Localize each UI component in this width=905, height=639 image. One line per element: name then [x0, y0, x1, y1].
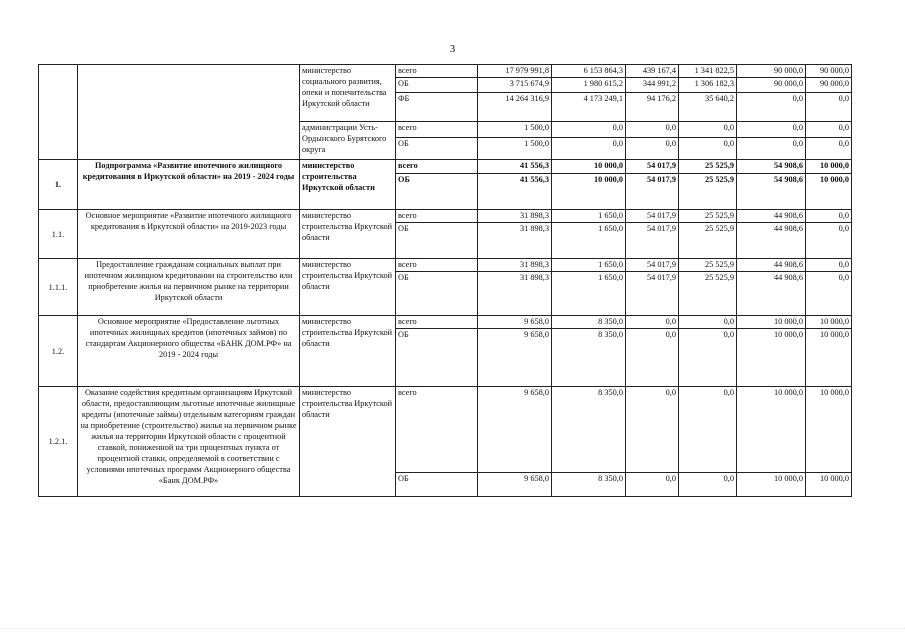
value-cell: 0,0: [737, 93, 806, 122]
value-cell: 0,0: [806, 223, 852, 259]
budget-table: [38, 64, 852, 497]
value-cell: 0,0: [679, 473, 737, 497]
table-row: [39, 387, 852, 473]
source-cell: всего: [396, 259, 478, 272]
value-cell: 31 898,3: [478, 259, 552, 272]
value-cell: 10 000,0: [737, 473, 806, 497]
value-cell: 0,0: [737, 138, 806, 160]
responsible-cell: министерство строительства Иркутской области: [300, 387, 396, 497]
table-row: [39, 259, 852, 272]
value-cell: 9 658,0: [478, 387, 552, 473]
value-cell: 10 000,0: [737, 329, 806, 387]
value-cell: 6 153 864,3: [552, 65, 626, 78]
value-cell: 54 017,9: [626, 210, 679, 223]
value-cell: 0,0: [806, 138, 852, 160]
value-cell: 1 980 615,2: [552, 78, 626, 93]
page-number: 3: [449, 43, 456, 55]
source-cell: всего: [396, 122, 478, 138]
responsible-cell: министерство строительства Иркутской области: [300, 316, 396, 387]
value-cell: 3 715 674,9: [478, 78, 552, 93]
source-cell: всего: [396, 65, 478, 78]
value-cell: 1 650,0: [552, 223, 626, 259]
value-cell: 9 658,0: [478, 316, 552, 329]
index-cell: 1.1.: [39, 210, 78, 259]
name-cell: [78, 65, 300, 160]
value-cell: 0,0: [679, 138, 737, 160]
responsible-cell: министерство строительства Иркутской области: [300, 210, 396, 259]
source-cell: ОБ: [396, 272, 478, 316]
value-cell: 0,0: [679, 316, 737, 329]
value-cell: 9 658,0: [478, 329, 552, 387]
value-cell: 31 898,3: [478, 272, 552, 316]
value-cell: 8 350,0: [552, 329, 626, 387]
value-cell: 94 176,2: [626, 93, 679, 122]
value-cell: 25 525,9: [679, 210, 737, 223]
value-cell: 0,0: [679, 122, 737, 138]
value-cell: 10 000,0: [806, 329, 852, 387]
value-cell: 25 525,9: [679, 174, 737, 210]
responsible-cell: министерство строительства Иркутской области: [300, 160, 396, 210]
responsible-cell: министерство социального развития, опеки и попечительства Иркутской области: [300, 65, 396, 122]
value-cell: 10 000,0: [806, 316, 852, 329]
value-cell: 25 525,9: [679, 223, 737, 259]
value-cell: 35 640,2: [679, 93, 737, 122]
value-cell: 90 000,0: [806, 65, 852, 78]
source-cell: ФБ: [396, 93, 478, 122]
value-cell: 41 556,3: [478, 174, 552, 210]
value-cell: 0,0: [737, 122, 806, 138]
value-cell: 54 908,6: [737, 174, 806, 210]
value-cell: 25 525,9: [679, 259, 737, 272]
value-cell: 31 898,3: [478, 223, 552, 259]
value-cell: 25 525,9: [679, 272, 737, 316]
value-cell: 54 017,9: [626, 223, 679, 259]
name-cell: Основное мероприятие «Предоставление льготных ипотечных жилищных кредитов (ипотечных займов) по стандартам Акционерного общества «БАНК ДОМ.РФ» на 2019 - 2024 годы: [78, 316, 300, 387]
value-cell: 90 000,0: [806, 78, 852, 93]
value-cell: 54 908,6: [737, 160, 806, 174]
responsible-cell: министерство строительства Иркутской области: [300, 259, 396, 316]
value-cell: 8 350,0: [552, 473, 626, 497]
value-cell: 8 350,0: [552, 316, 626, 329]
name-cell: Предоставление гражданам социальных выплат при ипотечном жилищном кредитовании на строительство или приобретение жилья на первичном рынке на территории Иркутской области: [78, 259, 300, 316]
value-cell: 10 000,0: [552, 174, 626, 210]
value-cell: 44 908,6: [737, 223, 806, 259]
value-cell: 44 908,6: [737, 210, 806, 223]
value-cell: 0,0: [552, 122, 626, 138]
value-cell: 1 500,0: [478, 138, 552, 160]
index-cell: 1.2.: [39, 316, 78, 387]
value-cell: 54 017,9: [626, 174, 679, 210]
value-cell: 1 500,0: [478, 122, 552, 138]
source-cell: всего: [396, 387, 478, 473]
source-cell: всего: [396, 316, 478, 329]
value-cell: 44 908,6: [737, 272, 806, 316]
value-cell: 10 000,0: [806, 387, 852, 473]
table-row: [39, 65, 852, 78]
value-cell: 9 658,0: [478, 473, 552, 497]
source-cell: ОБ: [396, 138, 478, 160]
index-cell: [39, 65, 78, 160]
value-cell: 0,0: [806, 259, 852, 272]
value-cell: 1 650,0: [552, 272, 626, 316]
value-cell: 0,0: [626, 387, 679, 473]
value-cell: 41 556,3: [478, 160, 552, 174]
index-cell: 1.2.1.: [39, 387, 78, 497]
value-cell: 14 264 316,9: [478, 93, 552, 122]
name-cell: Оказание содействия кредитным организациям Иркутской области, предоставляющим льготные ипотечные жилищные кредиты (ипотечные займы) отдельным категориям граждан на приобретение (строительство) жилья на первичном рынке жилья на территории Иркутской области с процентной ставкой, пониженной на три процентных пункта от процентной ставки, определяемой в соответствии с условиями ипотечных программ Акционерного общества «Банк ДОМ.РФ»: [78, 387, 300, 497]
value-cell: 31 898,3: [478, 210, 552, 223]
value-cell: 10 000,0: [806, 160, 852, 174]
source-cell: ОБ: [396, 223, 478, 259]
source-cell: ОБ: [396, 78, 478, 93]
value-cell: 0,0: [626, 316, 679, 329]
table-row: [39, 160, 852, 174]
index-cell: 1.1.1.: [39, 259, 78, 316]
value-cell: 17 979 991,8: [478, 65, 552, 78]
table-row: [39, 316, 852, 329]
value-cell: 54 017,9: [626, 259, 679, 272]
value-cell: 0,0: [806, 93, 852, 122]
source-cell: всего: [396, 160, 478, 174]
value-cell: 54 017,9: [626, 272, 679, 316]
responsible-cell: администрации Усть-Ордынского Бурятского округа: [300, 122, 396, 160]
value-cell: 0,0: [626, 473, 679, 497]
value-cell: 25 525,9: [679, 160, 737, 174]
value-cell: 10 000,0: [552, 160, 626, 174]
value-cell: 0,0: [626, 122, 679, 138]
value-cell: 4 173 249,1: [552, 93, 626, 122]
value-cell: 44 908,6: [737, 259, 806, 272]
value-cell: 10 000,0: [737, 316, 806, 329]
source-cell: ОБ: [396, 473, 478, 497]
name-cell: Подпрограмма «Развитие ипотечного жилищного кредитования в Иркутской области» на 2019 - 2024 годы: [78, 160, 300, 210]
value-cell: 10 000,0: [806, 174, 852, 210]
scan-artifact-line: [0, 628, 905, 635]
value-cell: 1 650,0: [552, 259, 626, 272]
value-cell: 0,0: [806, 122, 852, 138]
value-cell: 439 167,4: [626, 65, 679, 78]
value-cell: 1 341 822,5: [679, 65, 737, 78]
value-cell: 344 991,2: [626, 78, 679, 93]
source-cell: ОБ: [396, 174, 478, 210]
value-cell: 1 306 182,3: [679, 78, 737, 93]
value-cell: 0,0: [626, 138, 679, 160]
value-cell: 0,0: [552, 138, 626, 160]
value-cell: 90 000,0: [737, 65, 806, 78]
value-cell: 0,0: [806, 210, 852, 223]
value-cell: 1 650,0: [552, 210, 626, 223]
value-cell: 90 000,0: [737, 78, 806, 93]
value-cell: 54 017,9: [626, 160, 679, 174]
table-row: [39, 210, 852, 223]
value-cell: 0,0: [806, 272, 852, 316]
source-cell: ОБ: [396, 329, 478, 387]
name-cell: Основное мероприятие «Развитие ипотечного жилищного кредитования в Иркутской области» на 2019-2023 годы: [78, 210, 300, 259]
value-cell: 0,0: [626, 329, 679, 387]
value-cell: 10 000,0: [806, 473, 852, 497]
value-cell: 0,0: [679, 387, 737, 473]
value-cell: 8 350,0: [552, 387, 626, 473]
value-cell: 10 000,0: [737, 387, 806, 473]
value-cell: 0,0: [679, 329, 737, 387]
source-cell: всего: [396, 210, 478, 223]
index-cell: 1.: [39, 160, 78, 210]
